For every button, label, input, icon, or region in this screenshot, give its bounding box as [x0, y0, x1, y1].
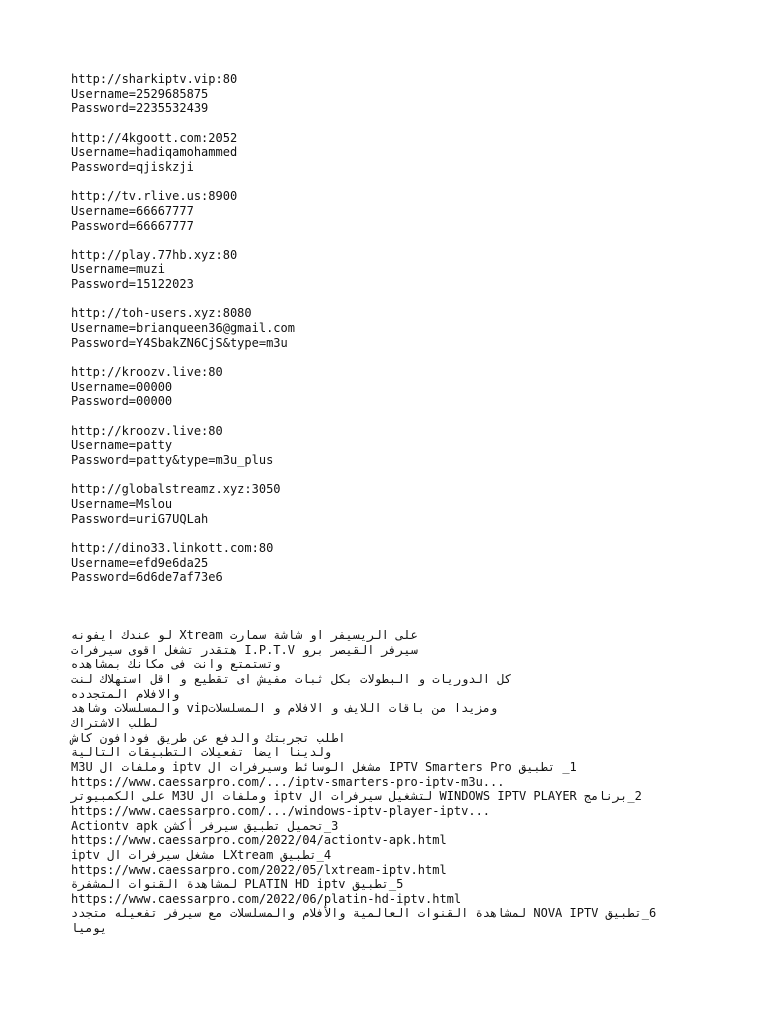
note-line: كل الدوريات و البطولات بكل ثبات مفيش اى تقطيع و اقل استهلاك لنت — [71, 671, 512, 686]
note-line: 4_تطبيق LXtream مشغل سيرفرات ال iptv — [71, 847, 332, 862]
note-line: 3_تحميل تطبيق سيرفر أكشن Actiontv apk — [71, 818, 339, 833]
username-line: Username=patty — [71, 438, 173, 453]
app-link-url[interactable]: https://www.caessarpro.com/2022/06/platin-hd-iptv.html — [71, 891, 462, 906]
note-line: ومزيدا من باقات اللايف و الافلام و المسلسلاتvip والمسلسلات وشاهد — [71, 701, 498, 716]
server-url-line: http://kroozv.live:80 — [71, 365, 223, 380]
app-link-url[interactable]: https://www.caessarpro.com/.../iptv-smarters-pro-iptv-m3u... — [71, 774, 505, 789]
username-line: Username=efd9e6da25 — [71, 555, 209, 570]
password-line: Password=uriG7UQLah — [71, 511, 209, 526]
app-link-url[interactable]: https://www.caessarpro.com/2022/05/lxtream-iptv.html — [71, 862, 447, 877]
app-link-url[interactable]: https://www.caessarpro.com/.../windows-iptv-player-iptv... — [71, 803, 491, 818]
server-url-line: http://dino33.linkott.com:80 — [71, 540, 274, 555]
credential-entry — [71, 424, 711, 468]
server-url-line: http://tv.rlive.us:8900 — [71, 189, 238, 204]
password-line: Password=Y4SbakZN6CjS&type=m3u — [71, 335, 288, 350]
username-line: Username=hadiqamohammed — [71, 145, 238, 160]
credentials-list — [71, 72, 711, 599]
credential-entry — [71, 189, 711, 233]
note-line: ولدينا ايضا تفعيلات التطبيقات التالية — [71, 745, 332, 760]
password-line: Password=00000 — [71, 394, 173, 409]
password-line: Password=2235532439 — [71, 101, 209, 116]
username-line: Username=00000 — [71, 379, 173, 394]
credential-entry — [71, 541, 711, 585]
note-line: 1_ تطبيق IPTV Smarters Pro مشغل الوسائط وسيرفرات ال iptv وملفات ال M3U — [71, 759, 577, 774]
password-line: Password=6d6de7af73e6 — [71, 570, 223, 585]
username-line: Username=muzi — [71, 262, 165, 277]
username-line: Username=2529685875 — [71, 86, 209, 101]
server-url-line: http://4kgoott.com:2052 — [71, 130, 238, 145]
password-line: Password=66667777 — [71, 218, 194, 233]
username-line: Username=brianqueen36@gmail.com — [71, 321, 295, 336]
credential-entry — [71, 248, 711, 292]
note-line: اطلب تجربتك والدفع عن طريق فودافون كاش — [71, 730, 346, 745]
server-url-line: http://kroozv.live:80 — [71, 423, 223, 438]
credential-entry — [71, 72, 711, 116]
note-line: 6_تطبيق NOVA IPTV لمشاهدة القنوات العالمية والأفلام والمسلسلات مع سيرفر تفعيله متجدد يوميا — [63, 906, 657, 936]
app-link-url[interactable]: https://www.caessarpro.com/2022/04/actiontv-apk.html — [71, 833, 447, 848]
username-line: Username=66667777 — [71, 203, 194, 218]
note-line: والافلام المتجدده — [71, 686, 180, 701]
server-url-line: http://globalstreamz.xyz:3050 — [71, 482, 281, 497]
password-line: Password=15122023 — [71, 277, 194, 292]
arabic-notes — [63, 628, 699, 936]
credential-entry — [71, 482, 711, 526]
password-line: Password=patty&type=m3u_plus — [71, 452, 274, 467]
server-url-line: http://sharkiptv.vip:80 — [71, 72, 238, 86]
server-url-line: http://play.77hb.xyz:80 — [71, 247, 238, 262]
note-line: 2_برنامج WINDOWS IPTV PLAYER لتشغيل سيرفرات ال iptv وملفات ال M3U على الكمبيوتر — [71, 789, 642, 804]
password-line: Password=qjiskzji — [71, 159, 194, 174]
credential-entry — [71, 131, 711, 175]
server-url-line: http://toh-users.xyz:8080 — [71, 306, 252, 321]
note-line: سيرفر القيصر برو I.P.T.V هتقدر تشغل اقوى سيرفرات — [71, 642, 418, 657]
credential-entry — [71, 306, 711, 350]
note-line: لطلب الاشتراك — [71, 715, 158, 730]
note-line: 5_تطبيق PLATIN HD iptv لمشاهدة القنوات المشفرة — [71, 877, 404, 892]
note-line: وتستمتع وانت فى مكانك بمشاهده — [71, 657, 281, 672]
note-line: على الريسيفر او شاشة سمارت Xtream لو عندك ايفونه — [71, 628, 418, 642]
username-line: Username=Mslou — [71, 496, 173, 511]
credential-entry — [71, 365, 711, 409]
